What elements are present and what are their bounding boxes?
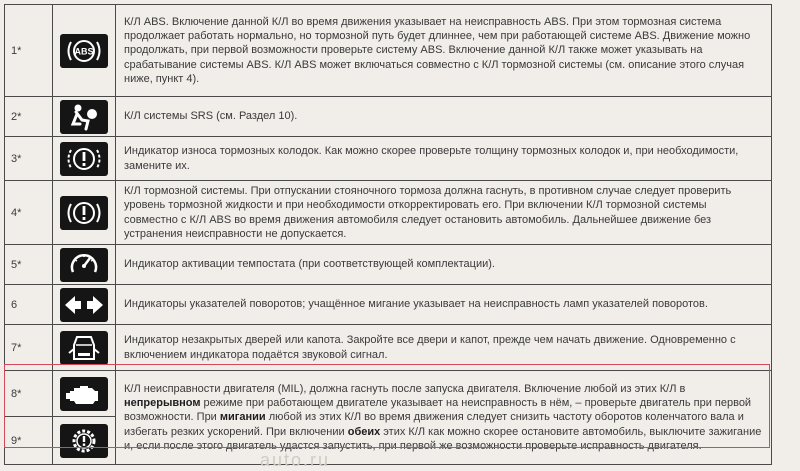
row-description: К/Л ABS. Включение данной К/Л во время движения указывает на неисправность ABS. При этом тормозная система продолжает работать нормально, но тормозной путь будет длиннее, чем при работающей системе ABS. Движение можно продолжать, при первой возможности проверьте систему ABS. Включение данной К/Л также может указывать на срабатывание системы ABS. К/Л ABS может включаться совместно с К/Л тормозной системы (см. описание этого случая ниже, пункт 4). (116, 5, 772, 97)
cruise-control-icon (60, 248, 108, 282)
brake-system-icon (60, 196, 108, 230)
row-number: 5* (5, 245, 53, 285)
warning-lights-table (4, 4, 772, 465)
door-open-icon (60, 331, 108, 365)
srs-airbag-icon (60, 100, 108, 134)
svg-text:ABS: ABS (74, 46, 94, 56)
row-description: К/Л системы SRS (см. Раздел 10). (116, 97, 772, 137)
row-description: Индикаторы указателей поворотов; учащённое мигание указывает на неисправность ламп указателей поворотов. (116, 285, 772, 325)
row-description: К/Л неисправности двигателя (MIL), должна гаснуть после запуска двигателя. Включение любой из этих К/Л в непрерывном режиме при работающем двигателе указывает на неисправность в нём, – проверьте двигатель при первой возможности. При мигании любой из этих К/Л во время движения следует снизить частоту оборотов коленчатого вала и избегать резких ускорений. При включении обеих этих К/Л как можно скорее остановите автомобиль, выключите зажигание и, если после этого двигатель удастся запустить, при первой же возможности проверьте исправность двигателя. (116, 371, 772, 465)
row-number: 4* (5, 181, 53, 245)
table-row (5, 97, 772, 137)
abs-warning-icon (60, 34, 108, 68)
row-description: К/Л тормозной системы. При отпускании стояночного тормоза должна гаснуть, в противном случае следует проверить уровень тормозной жидкости и при необходимости откорректировать его. При включении К/Л тормозной системы совместно с К/Л ABS во время движения автомобиля следует остановить автомобиль. Дальнейшее движение без устранения неисправности не допускается. (116, 181, 772, 245)
engine-check-icon (60, 377, 108, 411)
row-number: 7* (5, 325, 53, 371)
table-row (5, 325, 772, 371)
row-number: 6 (5, 285, 53, 325)
row-number: 2* (5, 97, 53, 137)
brake-pad-wear-icon (60, 142, 108, 176)
table-row (5, 371, 772, 417)
table-row (5, 5, 772, 97)
row-number: 9* (5, 417, 53, 465)
row-number: 3* (5, 137, 53, 181)
turn-signals-icon (60, 288, 108, 322)
table-row (5, 137, 772, 181)
table-row (5, 285, 772, 325)
row-number: 8* (5, 371, 53, 417)
row-description: Индикатор износа тормозных колодок. Как можно скорее проверьте толщину тормозных колодок и, при необходимости, замените их. (116, 137, 772, 181)
table-row (5, 245, 772, 285)
gearbox-warning-icon (60, 424, 108, 458)
row-description: Индикатор незакрытых дверей или капота. Закройте все двери и капот, прежде чем начать движение. Одновременно с включением индикатора подаётся звуковой сигнал. (116, 325, 772, 371)
table-row (5, 181, 772, 245)
row-description: Индикатор активации темпостата (при соответствующей комплектации). (116, 245, 772, 285)
watermark: auto.ru (260, 450, 331, 470)
row-number: 1* (5, 5, 53, 97)
